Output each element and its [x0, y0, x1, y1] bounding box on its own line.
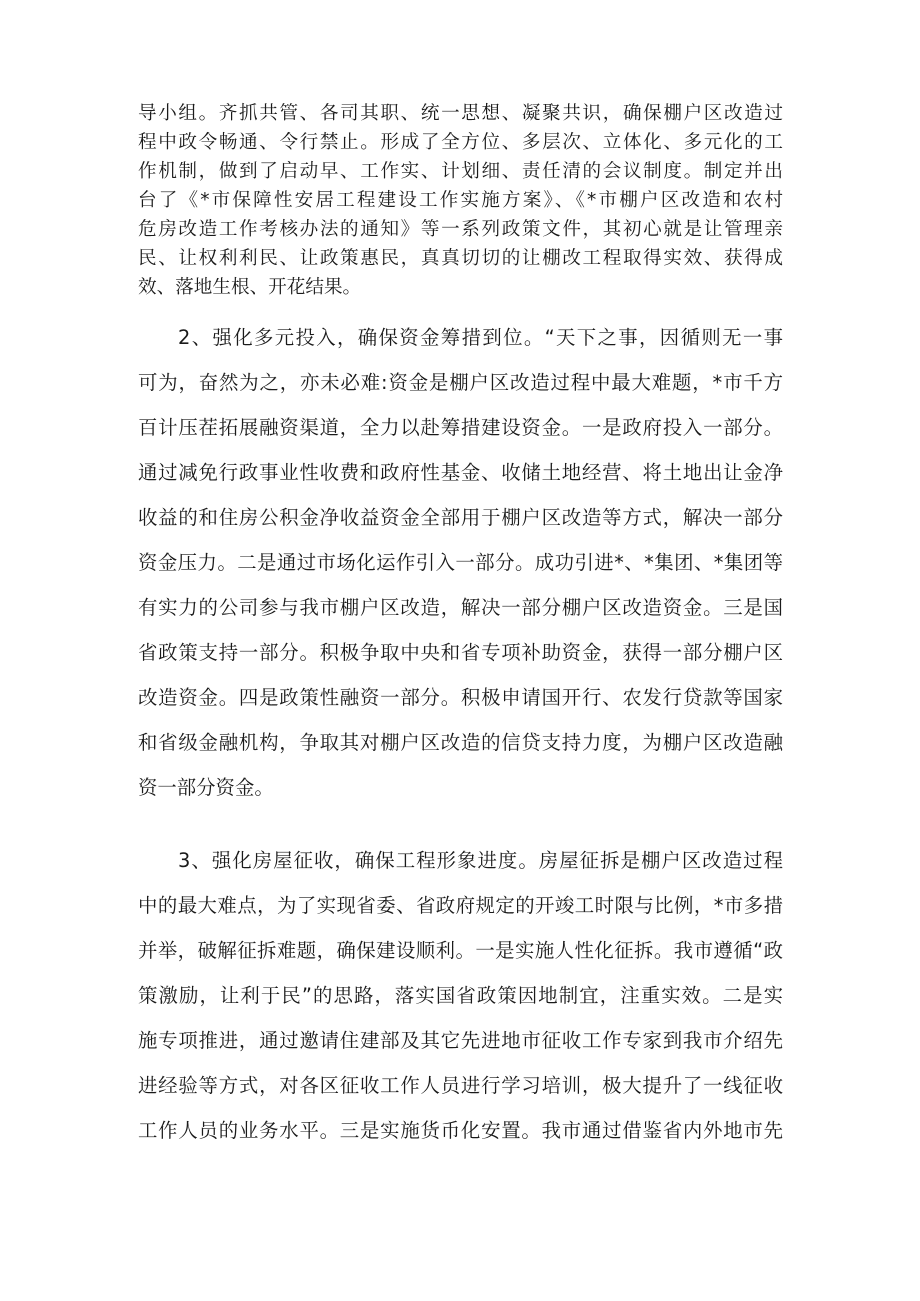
- text-line: 资金压力。二是通过市场化运作引入一部分。成功引进*、*集团、*集团等: [138, 551, 783, 574]
- text-line: 民、让权利利民、让政策惠民，真真切切的让棚改工程取得实效、获得成: [138, 248, 783, 269]
- text-line: 作机制，做到了启动早、工作实、计划细、责任清的会议制度。制定并出: [138, 161, 783, 182]
- text-line: 可为，奋然为之，亦未必难:资金是棚户区改造过程中最大难题，*市千方: [138, 371, 783, 394]
- text-line: 省政策支持一部分。积极争取中央和省专项补助资金，获得一部分棚户区: [138, 641, 783, 664]
- text-line: 有实力的公司参与我市棚户区改造，解决一部分棚户区改造资金。三是国: [138, 596, 783, 619]
- text-line: 台了《*市保障性安居工程建设工作实施方案》、《*市棚户区改造和农村: [138, 190, 783, 211]
- text-line: 程中政令畅通、令行禁止。形成了全方位、多层次、立体化、多元化的工: [138, 132, 783, 153]
- text-line: 和省级金融机构，争取其对棚户区改造的信贷支持力度，为棚户区改造融: [138, 731, 783, 754]
- text-line: 通过减免行政事业性收费和政府性基金、收储土地经营、将土地出让金净: [138, 461, 783, 484]
- text-line: 导小组。齐抓共管、各司其职、统一思想、凝聚共识，确保棚户区改造过: [138, 103, 783, 124]
- text-line: 施专项推进，通过邀请住建部及其它先进地市征收工作专家到我市介绍先: [138, 1029, 783, 1052]
- text-line: 收益的和住房公积金净收益资金全部用于棚户区改造等方式，解决一部分: [138, 506, 783, 529]
- text-line: 工作人员的业务水平。三是实施货币化安置。我市通过借鉴省内外地市先: [138, 1119, 783, 1142]
- text-line: 进经验等方式，对各区征收工作人员进行学习培训，极大提升了一线征收: [138, 1074, 783, 1097]
- text-line: 资一部分资金。: [138, 776, 274, 799]
- text-line: 策激励，让利于民”的思路，落实国省政策因地制宜，注重实效。二是实: [138, 984, 783, 1007]
- text-line: 百计压茬拓展融资渠道，全力以赴筹措建设资金。一是政府投入一部分。: [138, 416, 783, 439]
- text-line: 危房改造工作考核办法的通知》等一系列政策文件，其初心就是让管理亲: [138, 219, 783, 240]
- text-line: 改造资金。四是政策性融资一部分。积极申请国开行、农发行贷款等国家: [138, 686, 783, 709]
- text-line: 并举，破解征拆难题，确保建设顺利。一是实施人性化征拆。我市遵循“政: [138, 939, 783, 962]
- text-line: 效、落地生根、开花结果。: [138, 277, 362, 298]
- text-line: 3、强化房屋征收，确保工程形象进度。房屋征拆是棚户区改造过程: [178, 849, 783, 872]
- text-line: 2、强化多元投入，确保资金筹措到位。“天下之事，因循则无一事: [178, 326, 783, 349]
- text-line: 中的最大难点，为了实现省委、省政府规定的开竣工时限与比例，*市多措: [138, 894, 783, 917]
